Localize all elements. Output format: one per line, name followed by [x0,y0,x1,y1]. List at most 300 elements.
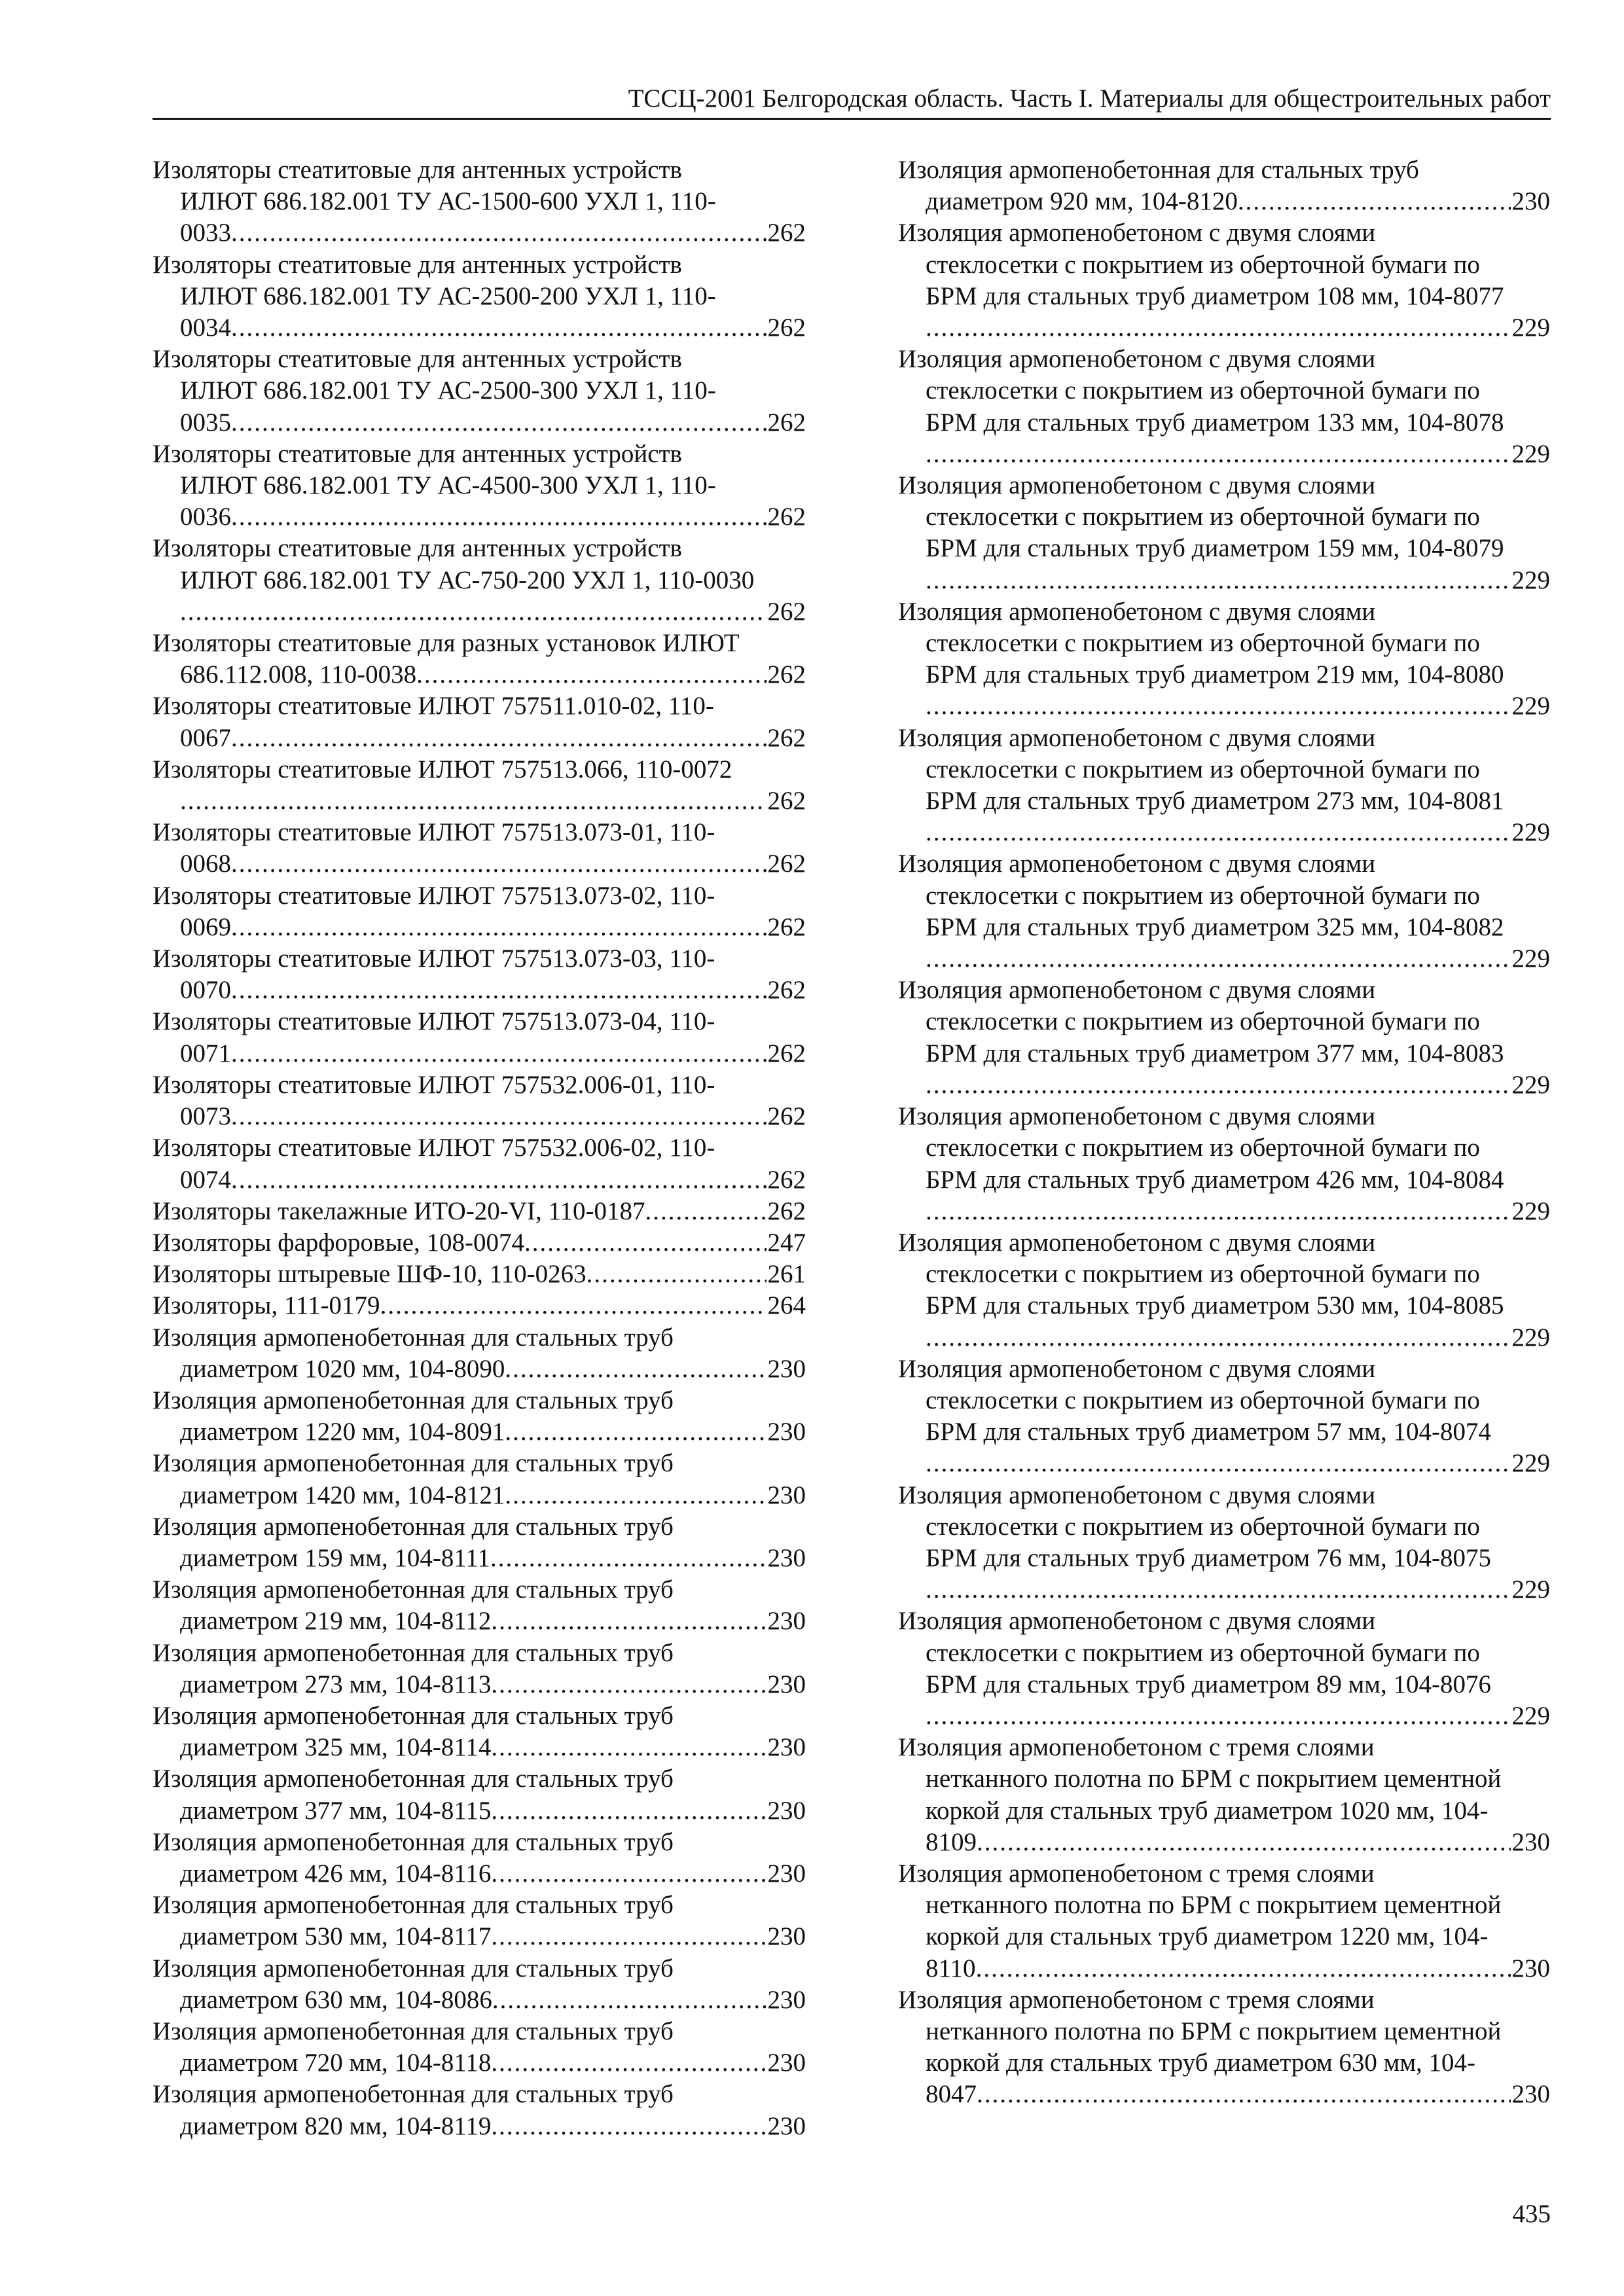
dot-leader [231,848,767,880]
entry-text-line: Изоляция армопенобетонная для стальных труб [153,1512,674,1541]
index-entry [153,628,806,691]
entry-page-ref: 229 [1511,1070,1550,1099]
entry-text-line: Изоляция армопенобетонная для стальных труб [153,1323,674,1352]
entry-text-line: БРМ для стальных труб диаметром 219 мм, 104-8080 [926,660,1504,689]
index-entry [153,1890,806,1952]
entry-page-ref: 262 [767,314,806,342]
index-entry [898,154,1550,217]
entry-text-line: ИЛЮТ 686.182.001 ТУ АС-4500-300 УХЛ 1, 110- [180,471,716,500]
index-entry [898,723,1550,849]
dot-leader [231,1164,767,1196]
dot-leader [926,943,1511,975]
entry-text-line: Изоляция армопенобетоном с двумя слоями [898,1102,1376,1131]
dot-leader [491,1858,766,1890]
dot-leader [926,691,1511,722]
dot-leader [524,1227,767,1259]
index-entry [153,1638,806,1700]
entry-page-ref: 262 [767,503,806,531]
entry-text-line: коркой для стальных труб диаметром 1220 мм, 104- [926,1922,1489,1951]
entry-text-line: стеклосетки с покрытием из оберточной бумаги по [926,1007,1480,1036]
entry-text-line: БРМ для стальных труб диаметром 530 мм, 104-8085 [926,1291,1504,1320]
index-entry [153,1953,806,2016]
entry-tail-text: 0067 [180,723,231,752]
entry-tail-text: диаметром 920 мм, 104-8120 [926,187,1238,216]
dot-leader [416,659,766,691]
entry-text-line: Изоляция армопенобетоном с двумя слоями [898,1228,1376,1257]
dot-leader [926,1196,1511,1227]
entry-text-line: Изоляторы стеатитовые для антенных устройств [153,439,682,468]
index-entry [153,1574,806,1637]
entry-page-ref: 230 [1511,187,1550,216]
index-entry [153,2079,806,2142]
entry-tail-text: 0033 [180,219,231,247]
entry-text-line: Изоляция армопенобетоном с двумя слоями [898,1480,1376,1509]
entry-text-line: Изоляторы стеатитовые для разных установок ИЛЮТ [153,629,740,658]
entry-page-ref: 230 [767,1859,806,1888]
index-entry [898,1354,1550,1480]
entry-leader-line [898,1069,1550,1101]
entry-text-line: нетканного полотна по БРМ с покрытием цементной [926,2017,1502,2045]
dot-leader [977,1827,1511,1858]
entry-text-line: БРМ для стальных труб диаметром 426 мм, 104-8084 [926,1165,1504,1194]
index-entry [153,1259,806,1290]
entry-tail-text: диаметром 720 мм, 104-8118 [180,2049,492,2077]
entry-text-line: Изоляторы стеатитовые ИЛЮТ 757513.066, 110-0072 [153,755,732,783]
dot-leader [231,312,767,344]
entry-page-ref: 262 [767,1165,806,1194]
entry-tail-text: 0036 [180,503,231,531]
entry-page-ref: 262 [767,1196,806,1225]
entry-text-line: БРМ для стальных труб диаметром 377 мм, 104-8083 [926,1039,1504,1067]
entry-page-ref: 262 [767,219,806,247]
index-entry [153,691,806,753]
entry-leader-line [153,1227,806,1259]
index-entry [153,817,806,880]
dot-leader [926,439,1511,470]
entry-text-line: БРМ для стальных труб диаметром 133 мм, 104-8078 [926,408,1504,437]
index-entry [898,1605,1550,1732]
entry-text-line: Изоляция армопенобетоном с тремя слоями [898,1733,1375,1762]
entry-leader-line [153,1669,806,1700]
entry-text-line: Изоляторы стеатитовые ИЛЮТ 757513.073-02, 110- [153,881,715,910]
entry-leader-line [153,975,806,1006]
entry-text-line: Изоляция армопенобетоном с тремя слоями [898,1859,1375,1888]
entry-tail-text: диаметром 630 мм, 104-8086 [180,1985,492,2014]
entry-text-line: стеклосетки с покрытием из оберточной бумаги по [926,755,1480,783]
entry-page-ref: 262 [767,723,806,752]
entry-tail-text: 0074 [180,1165,231,1194]
entry-text-line: стеклосетки с покрытием из оберточной бумаги по [926,1134,1480,1162]
entry-text-line: Изоляция армопенобетоном с двумя слоями [898,597,1376,626]
entry-leader-line [153,1354,806,1385]
entry-leader-line [898,1196,1550,1227]
entry-page-ref: 229 [1511,565,1550,594]
index-entry [153,1511,806,1574]
entry-tail-text: диаметром 325 мм, 104-8114 [180,1733,492,1762]
entry-leader-line [898,1448,1550,1479]
entry-page-ref: 230 [767,2049,806,2077]
entry-page-ref: 262 [767,597,806,626]
dot-leader [505,1416,766,1448]
entry-tail-text: диаметром 273 мм, 104-8113 [180,1670,492,1698]
entry-leader-line [898,565,1550,596]
dot-leader [231,1101,767,1132]
entry-tail-text: диаметром 530 мм, 104-8117 [180,1922,492,1951]
entry-text-line: стеклосетки с покрытием из оберточной бумаги по [926,376,1480,405]
dot-leader [645,1196,766,1227]
entry-page-ref: 230 [767,1607,806,1636]
entry-tail-text: 0069 [180,912,231,941]
index-entry [898,1858,1550,1984]
entry-tail-text: 0070 [180,976,231,1005]
index-entry [898,975,1550,1101]
entry-text-line: Изоляция армопенобетоном с двумя слоями [898,1607,1376,1636]
dot-leader [231,975,767,1006]
running-header [153,84,1551,120]
entry-text-line: стеклосетки с покрытием из оберточной бумаги по [926,1638,1480,1667]
entry-text-line: Изоляторы стеатитовые ИЛЮТ 757511.010-02, 110- [153,692,714,721]
entry-text-line: Изоляция армопенобетонная для стальных труб [153,1827,674,1856]
index-entry [898,1101,1550,1227]
entry-page-ref: 230 [767,1670,806,1698]
index-entry [898,1227,1550,1354]
entry-tail-text: 8109 [926,1827,977,1856]
entry-leader-line [153,1416,806,1448]
entry-leader-line [153,217,806,249]
index-entry [153,1322,806,1385]
index-entry [153,754,806,817]
entry-text-line: Изоляция армопенобетонная для стальных труб [153,2080,674,2109]
dot-leader [926,1322,1511,1354]
entry-text-line: Изоляция армопенобетонная для стальных труб [153,1954,674,1982]
entry-text-line: Изоляторы стеатитовые для антенных устройств [153,250,682,279]
dot-leader [231,217,767,249]
entry-leader-line [153,1196,806,1227]
index-entry [153,943,806,1006]
dot-leader [491,2111,766,2142]
entry-leader-line [898,1953,1550,1984]
dot-leader [180,785,767,817]
dot-leader [231,1038,767,1069]
entry-tail-text: Изоляторы такелажные ИТО-20-VI, 110-0187 [153,1196,645,1225]
entry-text-line: стеклосетки с покрытием из оберточной бумаги по [926,1512,1480,1541]
index-entry [153,1827,806,1890]
entry-tail-text: 8047 [926,2080,977,2109]
entry-text-line: Изоляция армопенобетонная для стальных труб [153,1701,674,1730]
entry-leader-line [153,2111,806,2142]
entry-page-ref: 261 [767,1260,806,1289]
dot-leader [231,407,767,439]
dot-leader [491,1669,766,1700]
index-entry [898,1732,1550,1858]
entry-text-line: Изоляция армопенобетоном с двумя слоями [898,723,1376,752]
entry-text-line: нетканного полотна по БРМ с покрытием цементной [926,1765,1502,1793]
entry-page-ref: 262 [767,976,806,1005]
entry-leader-line [153,501,806,533]
entry-text-line: Изоляция армопенобетонная для стальных труб [153,1891,674,1920]
entry-text-line: ИЛЮТ 686.182.001 ТУ АС-2500-300 УХЛ 1, 110- [180,376,716,405]
entry-page-ref: 229 [1511,818,1550,847]
dot-leader [180,596,767,628]
entry-tail-text: 0034 [180,314,231,342]
entry-leader-line [153,312,806,344]
entry-leader-line [898,1322,1550,1354]
dot-leader [976,1953,1511,1984]
index-entry [153,1227,806,1259]
entry-leader-line [898,1700,1550,1732]
entry-text-line: Изоляторы стеатитовые для антенных устройств [153,345,682,374]
header-title: ТССЦ-2001 Белгородская область. Часть I. Материалы для общестроительных работ [628,84,1551,113]
entry-page-ref: 262 [767,660,806,689]
index-entry [153,1763,806,1826]
entry-text-line: нетканного полотна по БРМ с покрытием цементной [926,1891,1502,1920]
entry-text-line: коркой для стальных труб диаметром 630 мм, 104- [926,2049,1476,2077]
entry-leader-line [153,1038,806,1069]
entry-page-ref: 230 [767,1796,806,1825]
index-entry [153,154,806,249]
entry-leader-line [153,1858,806,1890]
dot-leader [491,1605,766,1637]
dot-leader [491,2047,766,2079]
entry-page-ref: 230 [767,1543,806,1572]
entry-page-ref: 264 [767,1291,806,1320]
dot-leader [926,1069,1511,1101]
entry-text-line: Изоляция армопенобетонная для стальных труб [153,1765,674,1793]
index-entry [898,848,1550,975]
entry-text-line: ИЛЮТ 686.182.001 ТУ АС-750-200 УХЛ 1, 110-0030 [180,565,755,594]
entry-page-ref: 229 [1511,1449,1550,1478]
entry-page-ref: 262 [767,850,806,878]
dot-leader [491,1732,766,1763]
entry-page-ref: 230 [767,1418,806,1446]
entry-text-line: Изоляция армопенобетонная для стальных труб [153,1638,674,1667]
entry-text-line: Изоляторы стеатитовые ИЛЮТ 757532.006-01, 110- [153,1070,715,1099]
entry-page-ref: 262 [767,787,806,816]
entry-text-line: Изоляторы стеатитовые ИЛЮТ 757513.073-04, 110- [153,1007,715,1036]
entry-leader-line [153,1795,806,1827]
entry-leader-line [898,691,1550,722]
entry-page-ref: 230 [1511,2080,1550,2109]
dot-leader [231,501,767,533]
dot-leader [490,1543,767,1574]
entry-text-line: Изоляция армопенобетоном с тремя слоями [898,1985,1375,2014]
entry-tail-text: диаметром 1420 мм, 104-8121 [180,1480,505,1509]
index-entry [153,1385,806,1448]
dot-leader [492,1984,767,2016]
entry-leader-line [153,1164,806,1196]
entry-text-line: стеклосетки с покрытием из оберточной бумаги по [926,503,1480,531]
entry-tail-text: 0071 [180,1039,231,1067]
index-column-right [898,154,1550,2111]
dot-leader [926,1574,1511,1605]
dot-leader [380,1290,767,1321]
entry-leader-line [153,1984,806,2016]
entry-tail-text: диаметром 219 мм, 104-8112 [180,1607,492,1636]
dot-leader [505,1480,766,1511]
entry-leader-line [153,1921,806,1952]
entry-text-line: Изоляторы стеатитовые ИЛЮТ 757513.073-03, 110- [153,944,715,973]
entry-page-ref: 229 [1511,1196,1550,1225]
entry-page-ref: 230 [767,1922,806,1951]
index-entry [153,1069,806,1132]
entry-leader-line [153,1290,806,1321]
entry-page-ref: 262 [767,408,806,437]
index-entry [153,533,806,628]
dot-leader [231,912,767,943]
entry-leader-line [898,186,1550,217]
entry-tail-text: Изоляторы, 111-0179 [153,1291,380,1320]
entry-text-line: Изоляция армопенобетонная для стальных труб [898,156,1419,184]
entry-leader-line [898,2079,1550,2110]
index-entry [898,217,1550,344]
index-entry [898,596,1550,723]
entry-page-ref: 229 [1511,1575,1550,1604]
entry-leader-line [153,659,806,691]
entry-text-line: Изоляция армопенобетонная для стальных труб [153,2017,674,2045]
entry-text-line: Изоляция армопенобетонная для стальных труб [153,1449,674,1478]
entry-leader-line [153,1732,806,1763]
entry-tail-text: диаметром 377 мм, 104-8115 [180,1796,492,1825]
entry-text-line: БРМ для стальных труб диаметром 89 мм, 104-8076 [926,1670,1491,1698]
index-entry [153,1448,806,1511]
entry-text-line: Изоляция армопенобетоном с двумя слоями [898,345,1376,374]
entry-page-ref: 230 [767,1480,806,1509]
index-entry [898,470,1550,596]
entry-text-line: Изоляторы стеатитовые для антенных устройств [153,534,682,563]
entry-page-ref: 229 [1511,1701,1550,1730]
entry-tail-text: 8110 [926,1954,976,1982]
entry-text-line: ИЛЮТ 686.182.001 ТУ АС-1500-600 УХЛ 1, 110- [180,187,716,216]
entry-page-ref: 229 [1511,1323,1550,1352]
entry-text-line: Изоляция армопенобетоном с двумя слоями [898,1354,1376,1383]
dot-leader [505,1354,766,1385]
dot-leader [586,1259,767,1290]
dot-leader [977,2079,1511,2110]
dot-leader [926,817,1511,848]
dot-leader [926,1700,1511,1732]
entry-page-ref: 262 [767,1039,806,1067]
entry-leader-line [153,596,806,628]
entry-leader-line [153,1101,806,1132]
entry-text-line: стеклосетки с покрытием из оберточной бумаги по [926,250,1480,279]
entry-leader-line [898,312,1550,344]
entry-tail-text: 0035 [180,408,231,437]
entry-leader-line [153,723,806,754]
dot-leader [926,565,1511,596]
index-entry [153,439,806,533]
entry-page-ref: 229 [1511,944,1550,973]
index-entry [153,1132,806,1195]
entry-page-ref: 230 [767,1985,806,2014]
entry-text-line: Изоляция армопенобетоном с двумя слоями [898,219,1376,247]
entry-tail-text: диаметром 1220 мм, 104-8091 [180,1418,505,1446]
index-entry [153,2016,806,2079]
entry-text-line: Изоляторы стеатитовые ИЛЮТ 757513.073-01, 110- [153,818,715,847]
entry-tail-text: 0068 [180,850,231,878]
entry-page-ref: 230 [767,2111,806,2140]
entry-text-line: БРМ для стальных труб диаметром 325 мм, 104-8082 [926,912,1504,941]
entry-text-line: стеклосетки с покрытием из оберточной бумаги по [926,1260,1480,1289]
entry-leader-line [153,1259,806,1290]
entry-text-line: БРМ для стальных труб диаметром 57 мм, 104-8074 [926,1418,1491,1446]
index-entry [898,1480,1550,1606]
entry-text-line: Изоляция армопенобетонная для стальных труб [153,1575,674,1604]
index-entry [898,1984,1550,2111]
entry-leader-line [153,848,806,880]
entry-leader-line [153,912,806,943]
entry-tail-text: 686.112.008, 110-0038 [180,660,417,689]
entry-page-ref: 247 [767,1228,806,1257]
entry-page-ref: 262 [767,1102,806,1131]
entry-text-line: коркой для стальных труб диаметром 1020 мм, 104- [926,1796,1489,1825]
entry-text-line: БРМ для стальных труб диаметром 76 мм, 104-8075 [926,1543,1491,1572]
entry-tail-text: диаметром 159 мм, 104-8111 [180,1543,490,1572]
entry-tail-text: диаметром 1020 мм, 104-8090 [180,1354,505,1383]
entry-tail-text: 0073 [180,1102,231,1131]
entry-page-ref: 230 [767,1733,806,1762]
entry-tail-text: диаметром 820 мм, 104-8119 [180,2111,492,2140]
entry-text-line: Изоляция армопенобетонная для стальных труб [153,1386,674,1414]
dot-leader [231,723,767,754]
entry-tail-text: Изоляторы штыревые ШФ-10, 110-0263 [153,1260,586,1289]
entry-text-line: стеклосетки с покрытием из оберточной бумаги по [926,881,1480,910]
entry-text-line: Изоляторы стеатитовые для антенных устройств [153,156,682,184]
index-entry [153,249,806,344]
index-entry [153,1006,806,1069]
dot-leader [491,1795,766,1827]
entry-text-line: БРМ для стальных труб диаметром 159 мм, 104-8079 [926,534,1504,563]
entry-page-ref: 230 [1511,1954,1550,1982]
dot-leader [491,1921,766,1952]
entry-leader-line [898,439,1550,470]
entry-text-line: Изоляция армопенобетоном с двумя слоями [898,471,1376,500]
entry-leader-line [153,1543,806,1574]
entry-text-line: Изоляция армопенобетоном с двумя слоями [898,850,1376,878]
entry-page-ref: 262 [767,912,806,941]
index-entry [153,1700,806,1763]
entry-tail-text: диаметром 426 мм, 104-8116 [180,1859,492,1888]
entry-leader-line [898,943,1550,975]
entry-page-ref: 230 [767,1354,806,1383]
entry-text-line: БРМ для стальных труб диаметром 273 мм, 104-8081 [926,787,1504,816]
entry-text-line: БРМ для стальных труб диаметром 108 мм, 104-8077 [926,281,1504,310]
entry-text-line: Изоляторы стеатитовые ИЛЮТ 757532.006-02, 110- [153,1134,715,1162]
entry-leader-line [153,407,806,439]
entry-text-line: Изоляция армопенобетоном с двумя слоями [898,976,1376,1005]
entry-leader-line [153,1605,806,1637]
dot-leader [926,1448,1511,1479]
dot-leader [1238,186,1511,217]
entry-page-ref: 229 [1511,439,1550,468]
entry-text-line: ИЛЮТ 686.182.001 ТУ АС-2500-200 УХЛ 1, 110- [180,281,716,310]
index-column-left [153,154,806,2142]
entry-leader-line [153,2047,806,2079]
entry-leader-line [898,817,1550,848]
entry-leader-line [898,1827,1550,1858]
index-entry [153,880,806,943]
entry-page-ref: 230 [1511,1827,1550,1856]
entry-leader-line [153,1480,806,1511]
entry-leader-line [898,1574,1550,1605]
index-entry [898,344,1550,470]
entry-page-ref: 229 [1511,314,1550,342]
entry-tail-text: Изоляторы фарфоровые, 108-0074 [153,1228,524,1257]
entry-page-ref: 229 [1511,692,1550,721]
entry-text-line: стеклосетки с покрытием из оберточной бумаги по [926,629,1480,658]
entry-text-line: стеклосетки с покрытием из оберточной бумаги по [926,1386,1480,1414]
index-entry [153,1290,806,1321]
index-entry [153,344,806,439]
